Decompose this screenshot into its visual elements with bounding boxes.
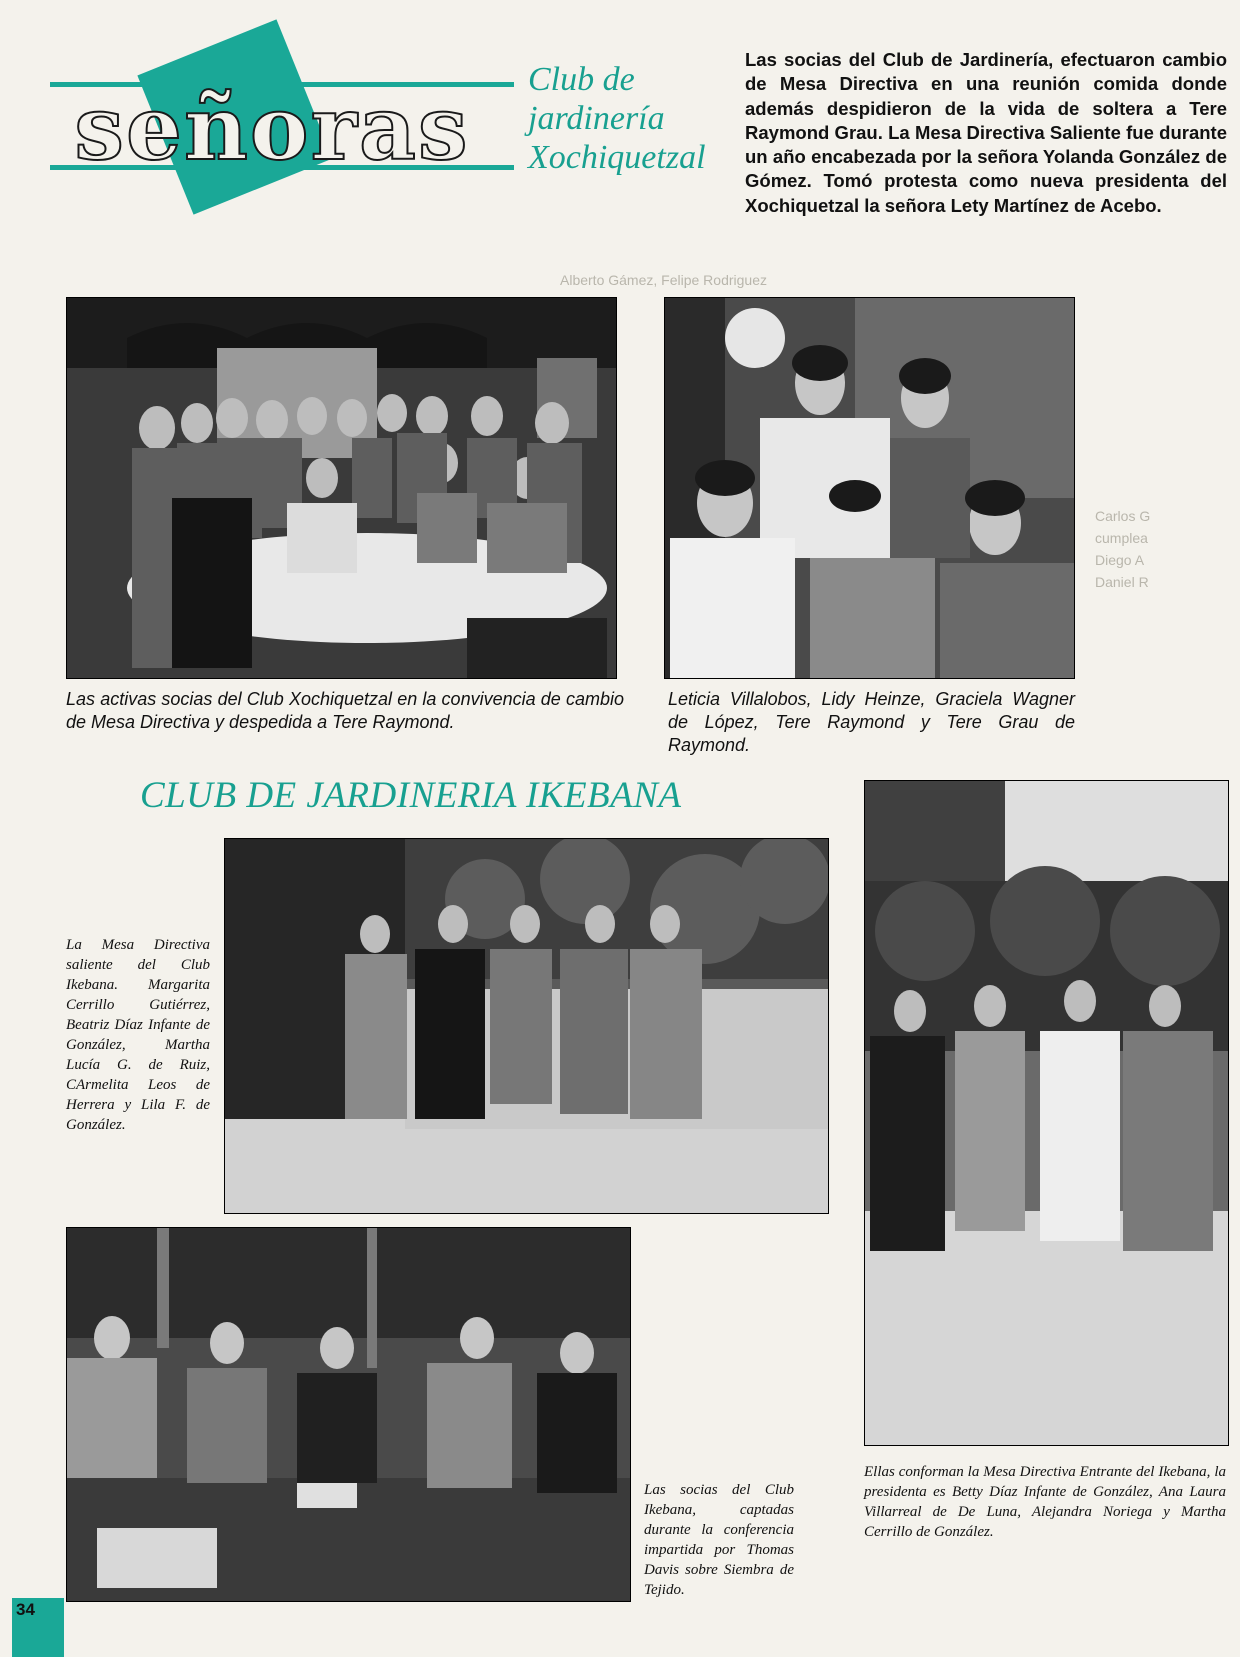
page-number: 34 bbox=[16, 1600, 35, 1619]
intro-paragraph: Las socias del Club de Jardinería, efectuaron cambio de Mesa Directiva en una reunión comida donde además despidieron de la vida de soltera a Tere Raymond Grau. La Mesa Directiva Saliente fue durante un año encabezada por la señora Yolanda González de Gómez. Tomó protesta como nueva presidenta del Xochiquetzal la señora Lety Martínez de Acebo. bbox=[745, 49, 1227, 216]
article-title: Club de jardinería Xochiquetzal bbox=[528, 61, 706, 176]
photo-ikebana-conference bbox=[66, 1227, 631, 1602]
caption-photo2: Leticia Villalobos, Lidy Heinze, Graciela Wagner de López, Tere Raymond y Tere Grau de Raymond. bbox=[668, 689, 1075, 755]
photo-ikebana-incoming-board bbox=[864, 780, 1229, 1446]
caption-photo4: Ellas conforman la Mesa Directiva Entrante del Ikebana, la presidenta es Betty Díaz Infante de González, Ana Laura Villarreal de De Luna, Alejandra Noriega y Martha Cerrillo de González. bbox=[864, 1464, 1226, 1540]
photo-ikebana-outgoing-board bbox=[224, 838, 829, 1214]
caption-photo3: La Mesa Directiva saliente del Club Ikebana. Margarita Cerrillo Gutiérrez, Beatriz Díaz Infante de González, Martha Lucía G. de Ruiz, CArmelita Leos de Herrera y Lila F. de González. bbox=[66, 937, 210, 1133]
photo-xochiquetzal-group bbox=[66, 297, 617, 679]
photo-five-women-portrait bbox=[664, 297, 1075, 679]
caption-photo1: Las activas socias del Club Xochiquetzal en la convivencia de cambio de Mesa Directiva y despedida a Tere Raymond. bbox=[66, 689, 624, 732]
caption-photo5: Las socias del Club Ikebana, captadas durante la conferencia impartida por Thomas Davis sobre Siembra de Tejido. bbox=[644, 1482, 794, 1598]
ikebana-section-title: CLUB DE JARDINERIA IKEBANA bbox=[140, 775, 682, 816]
section-title: señoras bbox=[74, 76, 470, 180]
